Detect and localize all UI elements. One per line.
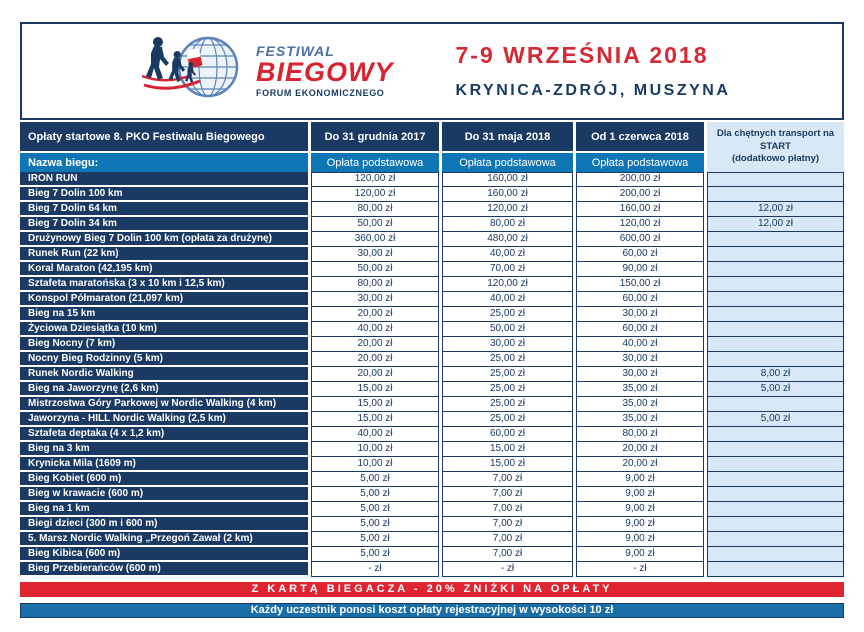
- price-from-june-2018: 9,00 zł: [576, 487, 704, 502]
- price-from-june-2018: 30,00 zł: [576, 352, 704, 367]
- price-from-june-2018: 60,00 zł: [576, 322, 704, 337]
- race-name: Bieg w krawacie (600 m): [20, 487, 308, 502]
- price-until-dec-2017: 10,00 zł: [311, 457, 439, 472]
- transport-fee: 5,00 zł: [707, 412, 844, 427]
- event-title-block: [456, 42, 731, 100]
- race-name: Koral Maraton (42,195 km): [20, 262, 308, 277]
- column-header-transport: [707, 122, 844, 172]
- price-until-dec-2017: 80,00 zł: [311, 277, 439, 292]
- name-column-label: Nazwa biegu:: [20, 153, 308, 172]
- price-until-dec-2017: 40,00 zł: [311, 322, 439, 337]
- price-until-may-2018: 120,00 zł: [442, 202, 573, 217]
- price-until-dec-2017: 20,00 zł: [311, 337, 439, 352]
- price-list-card: [20, 22, 844, 618]
- price-from-june-2018: 200,00 zł: [576, 187, 704, 202]
- price-until-dec-2017: 20,00 zł: [311, 367, 439, 382]
- price-until-may-2018: 15,00 zł: [442, 442, 573, 457]
- transport-fee: [707, 562, 844, 577]
- table-row: [20, 427, 844, 442]
- price-until-may-2018: 480,00 zł: [442, 232, 573, 247]
- price-until-dec-2017: 15,00 zł: [311, 412, 439, 427]
- price-until-dec-2017: 5,00 zł: [311, 487, 439, 502]
- race-name: Bieg 7 Dolin 100 km: [20, 187, 308, 202]
- price-until-may-2018: 7,00 zł: [442, 502, 573, 517]
- price-until-dec-2017: 5,00 zł: [311, 532, 439, 547]
- transport-fee: [707, 427, 844, 442]
- price-until-dec-2017: 20,00 zł: [311, 352, 439, 367]
- race-name: IRON RUN: [20, 172, 308, 187]
- price-from-june-2018: 9,00 zł: [576, 472, 704, 487]
- price-until-dec-2017: 10,00 zł: [311, 442, 439, 457]
- price-from-june-2018: 150,00 zł: [576, 277, 704, 292]
- race-name: Sztafeta deptaka (4 x 1,2 km): [20, 427, 308, 442]
- table-row: [20, 292, 844, 307]
- price-until-dec-2017: 80,00 zł: [311, 202, 439, 217]
- price-until-dec-2017: 5,00 zł: [311, 502, 439, 517]
- transport-fee: [707, 187, 844, 202]
- race-name: Bieg Przebierańców (600 m): [20, 562, 308, 577]
- price-until-may-2018: 30,00 zł: [442, 337, 573, 352]
- transport-fee: [707, 532, 844, 547]
- price-until-dec-2017: 30,00 zł: [311, 292, 439, 307]
- price-until-may-2018: 7,00 zł: [442, 487, 573, 502]
- column-header-may-2018: Do 31 maja 2018: [442, 122, 573, 151]
- column-header-dec-2017: Do 31 grudnia 2017: [311, 122, 439, 151]
- subheader-base-fee-2: Opłata podstawowa: [442, 153, 573, 172]
- table-row: [20, 442, 844, 457]
- price-until-may-2018: 25,00 zł: [442, 397, 573, 412]
- price-from-june-2018: 60,00 zł: [576, 292, 704, 307]
- table-row: [20, 487, 844, 502]
- price-until-may-2018: 25,00 zł: [442, 382, 573, 397]
- price-until-may-2018: 7,00 zł: [442, 517, 573, 532]
- price-from-june-2018: 30,00 zł: [576, 367, 704, 382]
- race-name: Biegi dzieci (300 m i 600 m): [20, 517, 308, 532]
- subheader-base-fee-1: Opłata podstawowa: [311, 153, 439, 172]
- race-name: Bieg 7 Dolin 34 km: [20, 217, 308, 232]
- race-name: Konspol Półmaraton (21,097 km): [20, 292, 308, 307]
- table-row: [20, 262, 844, 277]
- transport-fee: [707, 277, 844, 292]
- price-until-may-2018: 50,00 zł: [442, 322, 573, 337]
- price-until-may-2018: 70,00 zł: [442, 262, 573, 277]
- price-from-june-2018: 200,00 zł: [576, 172, 704, 187]
- table-row: [20, 277, 844, 292]
- price-until-dec-2017: 50,00 zł: [311, 262, 439, 277]
- race-name: Bieg Nocny (7 km): [20, 337, 308, 352]
- table-row: [20, 307, 844, 322]
- transport-fee: [707, 322, 844, 337]
- header: [20, 22, 844, 120]
- transport-header-line2: START: [760, 140, 791, 152]
- race-name: Bieg 7 Dolin 64 km: [20, 202, 308, 217]
- table-title-cell: Opłaty startowe 8. PKO Festiwalu Biegowego: [20, 122, 308, 151]
- transport-fee: [707, 487, 844, 502]
- table-row: [20, 352, 844, 367]
- table-row: [20, 517, 844, 532]
- transport-fee: [707, 337, 844, 352]
- table-row: [20, 547, 844, 562]
- column-header-june-2018: Od 1 czerwca 2018: [576, 122, 704, 151]
- race-name: Życiowa Dziesiątka (10 km): [20, 322, 308, 337]
- price-from-june-2018: 35,00 zł: [576, 412, 704, 427]
- transport-fee: [707, 502, 844, 517]
- price-from-june-2018: 80,00 zł: [576, 427, 704, 442]
- table-row: [20, 172, 844, 187]
- price-until-dec-2017: 40,00 zł: [311, 427, 439, 442]
- transport-fee: [707, 172, 844, 187]
- fees-table-body: [20, 172, 844, 577]
- price-until-may-2018: 25,00 zł: [442, 412, 573, 427]
- price-until-may-2018: 7,00 zł: [442, 547, 573, 562]
- fees-table-header: [20, 122, 844, 172]
- price-until-may-2018: 25,00 zł: [442, 307, 573, 322]
- price-from-june-2018: - zł: [576, 562, 704, 577]
- race-name: Bieg na 1 km: [20, 502, 308, 517]
- price-until-may-2018: 7,00 zł: [442, 472, 573, 487]
- transport-fee: [707, 292, 844, 307]
- transport-fee: 8,00 zł: [707, 367, 844, 382]
- price-until-may-2018: 7,00 zł: [442, 532, 573, 547]
- table-row: [20, 457, 844, 472]
- price-until-may-2018: 160,00 zł: [442, 172, 573, 187]
- transport-fee: [707, 247, 844, 262]
- price-until-may-2018: - zł: [442, 562, 573, 577]
- price-until-dec-2017: - zł: [311, 562, 439, 577]
- race-name: Mistrzostwa Góry Parkowej w Nordic Walking (4 km): [20, 397, 308, 412]
- price-from-june-2018: 9,00 zł: [576, 517, 704, 532]
- globe-runners-icon: [142, 29, 252, 114]
- race-name: Bieg na 15 km: [20, 307, 308, 322]
- price-until-dec-2017: 30,00 zł: [311, 247, 439, 262]
- price-until-dec-2017: 20,00 zł: [311, 307, 439, 322]
- table-row: [20, 187, 844, 202]
- logo-line-forum: FORUM EKONOMICZNEGO: [256, 88, 385, 98]
- logo-wordmark: [256, 44, 394, 98]
- price-from-june-2018: 9,00 zł: [576, 532, 704, 547]
- price-until-may-2018: 40,00 zł: [442, 247, 573, 262]
- race-name: Bieg Kobiet (600 m): [20, 472, 308, 487]
- table-row: [20, 217, 844, 232]
- table-row: [20, 502, 844, 517]
- price-from-june-2018: 20,00 zł: [576, 457, 704, 472]
- price-until-may-2018: 120,00 zł: [442, 277, 573, 292]
- logo-line-biegowy: BIEGOWY: [256, 57, 394, 87]
- transport-fee: [707, 232, 844, 247]
- logo-line-festiwal: FESTIWAL: [256, 43, 335, 59]
- transport-fee: [707, 547, 844, 562]
- transport-fee: [707, 517, 844, 532]
- table-row: [20, 562, 844, 577]
- price-from-june-2018: 60,00 zł: [576, 247, 704, 262]
- price-until-may-2018: 25,00 zł: [442, 352, 573, 367]
- price-from-june-2018: 30,00 zł: [576, 307, 704, 322]
- race-name: Sztafeta maratońska (3 x 10 km i 12,5 km): [20, 277, 308, 292]
- table-row: [20, 382, 844, 397]
- price-until-may-2018: 60,00 zł: [442, 427, 573, 442]
- price-from-june-2018: 9,00 zł: [576, 502, 704, 517]
- race-name: Drużynowy Bieg 7 Dolin 100 km (opłata za drużynę): [20, 232, 308, 247]
- transport-fee: 12,00 zł: [707, 217, 844, 232]
- price-from-june-2018: 9,00 zł: [576, 547, 704, 562]
- price-from-june-2018: 160,00 zł: [576, 202, 704, 217]
- price-from-june-2018: 40,00 zł: [576, 337, 704, 352]
- registration-fee-banner: Każdy uczestnik ponosi koszt opłaty rejestracyjnej w wysokości 10 zł: [20, 603, 844, 618]
- price-until-dec-2017: 360,00 zł: [311, 232, 439, 247]
- price-from-june-2018: 90,00 zł: [576, 262, 704, 277]
- transport-fee: [707, 262, 844, 277]
- price-until-may-2018: 15,00 zł: [442, 457, 573, 472]
- transport-fee: [707, 352, 844, 367]
- transport-fee: [707, 442, 844, 457]
- race-name: Bieg Kibica (600 m): [20, 547, 308, 562]
- price-until-dec-2017: 120,00 zł: [311, 172, 439, 187]
- race-name: Runek Run (22 km): [20, 247, 308, 262]
- price-until-dec-2017: 5,00 zł: [311, 547, 439, 562]
- price-from-june-2018: 600,00 zł: [576, 232, 704, 247]
- table-row: [20, 322, 844, 337]
- race-name: Runek Nordic Walking: [20, 367, 308, 382]
- discount-banner: Z KARTĄ BIEGACZA - 20% ZNIŻKI NA OPŁATY: [20, 582, 844, 597]
- transport-header-line1: Dla chętnych transport na: [716, 128, 835, 140]
- table-row: [20, 472, 844, 487]
- race-name: Bieg na Jaworzynę (2,6 km): [20, 382, 308, 397]
- subheader-base-fee-3: Opłata podstawowa: [576, 153, 704, 172]
- price-from-june-2018: 20,00 zł: [576, 442, 704, 457]
- price-until-dec-2017: 15,00 zł: [311, 397, 439, 412]
- table-row: [20, 412, 844, 427]
- price-until-dec-2017: 5,00 zł: [311, 517, 439, 532]
- event-date: 7-9 WRZEŚNIA 2018: [455, 42, 709, 68]
- transport-fee: [707, 457, 844, 472]
- race-name: 5. Marsz Nordic Walking „Przegoń Zawał (2 km): [20, 532, 308, 547]
- table-row: [20, 232, 844, 247]
- race-name: Nocny Bieg Rodzinny (5 km): [20, 352, 308, 367]
- transport-fee: [707, 397, 844, 412]
- transport-fee: [707, 472, 844, 487]
- transport-fee: 12,00 zł: [707, 202, 844, 217]
- race-name: Bieg na 3 km: [20, 442, 308, 457]
- table-row: [20, 337, 844, 352]
- table-row: [20, 247, 844, 262]
- table-row: [20, 367, 844, 382]
- transport-fee: [707, 307, 844, 322]
- price-from-june-2018: 120,00 zł: [576, 217, 704, 232]
- price-until-may-2018: 25,00 zł: [442, 367, 573, 382]
- table-row: [20, 202, 844, 217]
- transport-fee: 5,00 zł: [707, 382, 844, 397]
- price-until-dec-2017: 120,00 zł: [311, 187, 439, 202]
- price-from-june-2018: 35,00 zł: [576, 397, 704, 412]
- price-from-june-2018: 35,00 zł: [576, 382, 704, 397]
- price-until-dec-2017: 50,00 zł: [311, 217, 439, 232]
- price-until-may-2018: 40,00 zł: [442, 292, 573, 307]
- event-location: KRYNICA-ZDRÓJ, MUSZYNA: [455, 82, 731, 99]
- festiwal-biegowy-logo: [142, 29, 394, 114]
- race-name: Krynicka Mila (1609 m): [20, 457, 308, 472]
- price-until-may-2018: 160,00 zł: [442, 187, 573, 202]
- transport-header-line3: (dodatkowo płatny): [731, 153, 820, 165]
- price-until-dec-2017: 15,00 zł: [311, 382, 439, 397]
- price-until-dec-2017: 5,00 zł: [311, 472, 439, 487]
- table-row: [20, 532, 844, 547]
- table-row: [20, 397, 844, 412]
- race-name: Jaworzyna - HILL Nordic Walking (2,5 km): [20, 412, 308, 427]
- price-until-may-2018: 80,00 zł: [442, 217, 573, 232]
